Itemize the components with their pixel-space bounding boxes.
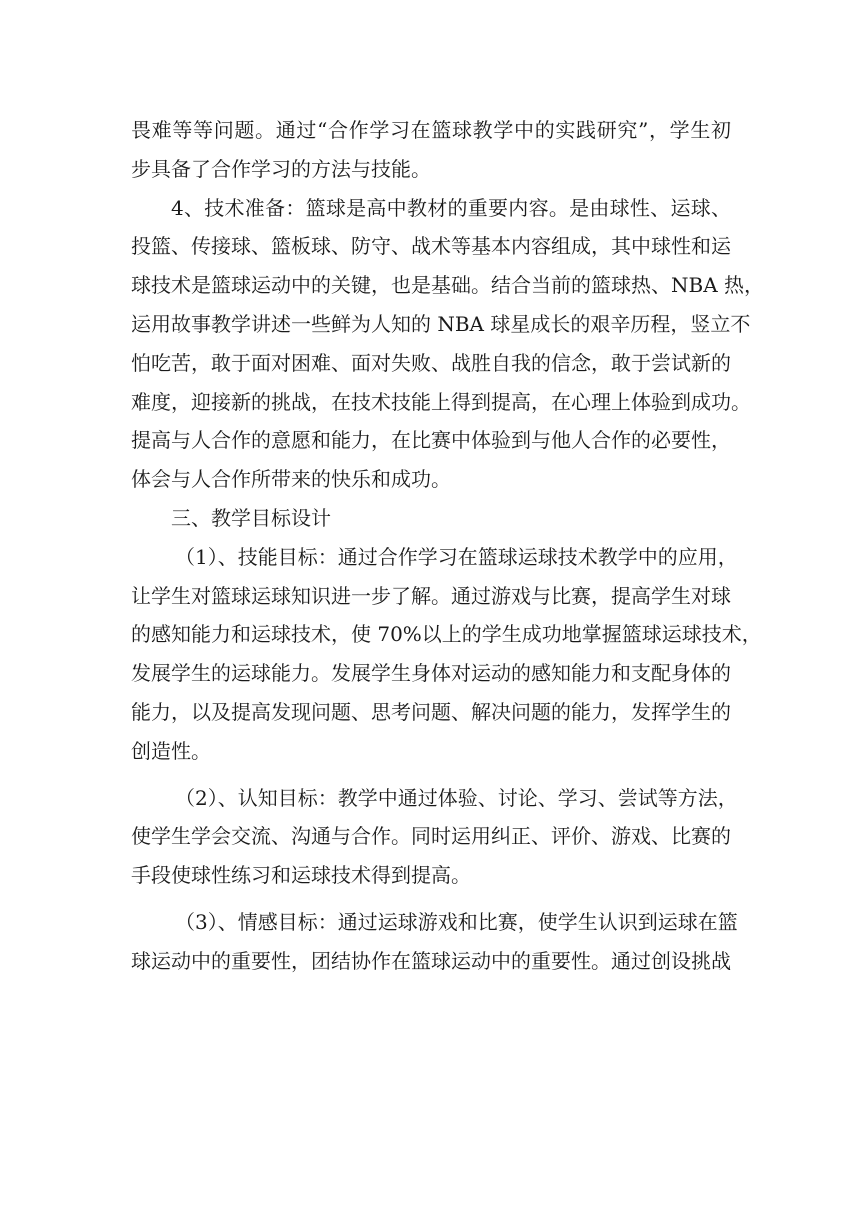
- body-line: 球运动中的重要性，团结协作在篮球运动中的重要性。通过创设挑战: [131, 948, 731, 973]
- paragraph-heading-line: （3）、情感目标：通过运球游戏和比赛，使学生认识到运球在篮: [175, 909, 738, 934]
- body-line: 提高与人合作的意愿和能力，在比赛中体验到与他人合作的必要性，: [131, 428, 731, 453]
- section-heading: 三、教学目标设计: [171, 505, 331, 530]
- body-line: 步具备了合作学习的方法与技能。: [131, 156, 431, 181]
- document-body: [131, 111, 764, 981]
- body-line: 体会与人合作所带来的快乐和成功。: [131, 467, 451, 492]
- body-line: 让学生对篮球运球知识进一步了解。通过游戏与比赛，提高学生对球: [131, 583, 731, 608]
- body-line: 的感知能力和运球技术，使 70%以上的学生成功地掌握篮球运球技术，: [131, 622, 762, 647]
- body-line: 使学生学会交流、沟通与合作。同时运用纠正、评价、游戏、比赛的: [131, 824, 731, 849]
- body-line: 手段使球性练习和运球技术得到提高。: [131, 863, 471, 888]
- paragraph-heading-line: 4、技术准备：篮球是高中教材的重要内容。是由球性、运球、: [171, 195, 731, 220]
- body-line: 投篮、传接球、篮板球、防守、战术等基本内容组成，其中球性和运: [131, 234, 731, 259]
- paragraph-heading-line: （1）、技能目标：通过合作学习在篮球运球技术教学中的应用，: [175, 544, 738, 569]
- body-line: 发展学生的运球能力。发展学生身体对运动的感知能力和支配身体的: [131, 661, 731, 686]
- body-line: 运用故事教学讲述一些鲜为人知的 NBA 球星成长的艰辛历程，竖立不: [131, 311, 751, 336]
- body-line: 难度，迎接新的挑战，在技术技能上得到提高，在心理上体验到成功。: [131, 389, 751, 414]
- body-line: 怕吃苦，敢于面对困难、面对失败、战胜自我的信念，敢于尝试新的: [131, 350, 731, 375]
- body-line: 创造性。: [131, 738, 211, 763]
- body-line: 畏难等等问题。通过“合作学习在篮球教学中的实践研究”，学生初: [131, 118, 731, 142]
- paragraph-heading-line: （2）、认知目标：教学中通过体验、讨论、学习、尝试等方法，: [175, 785, 738, 810]
- body-line: 球技术是篮球运动中的关键，也是基础。结合当前的篮球热、NBA 热，: [131, 273, 764, 298]
- body-line: 能力，以及提高发现问题、思考问题、解决问题的能力，发挥学生的: [131, 699, 731, 724]
